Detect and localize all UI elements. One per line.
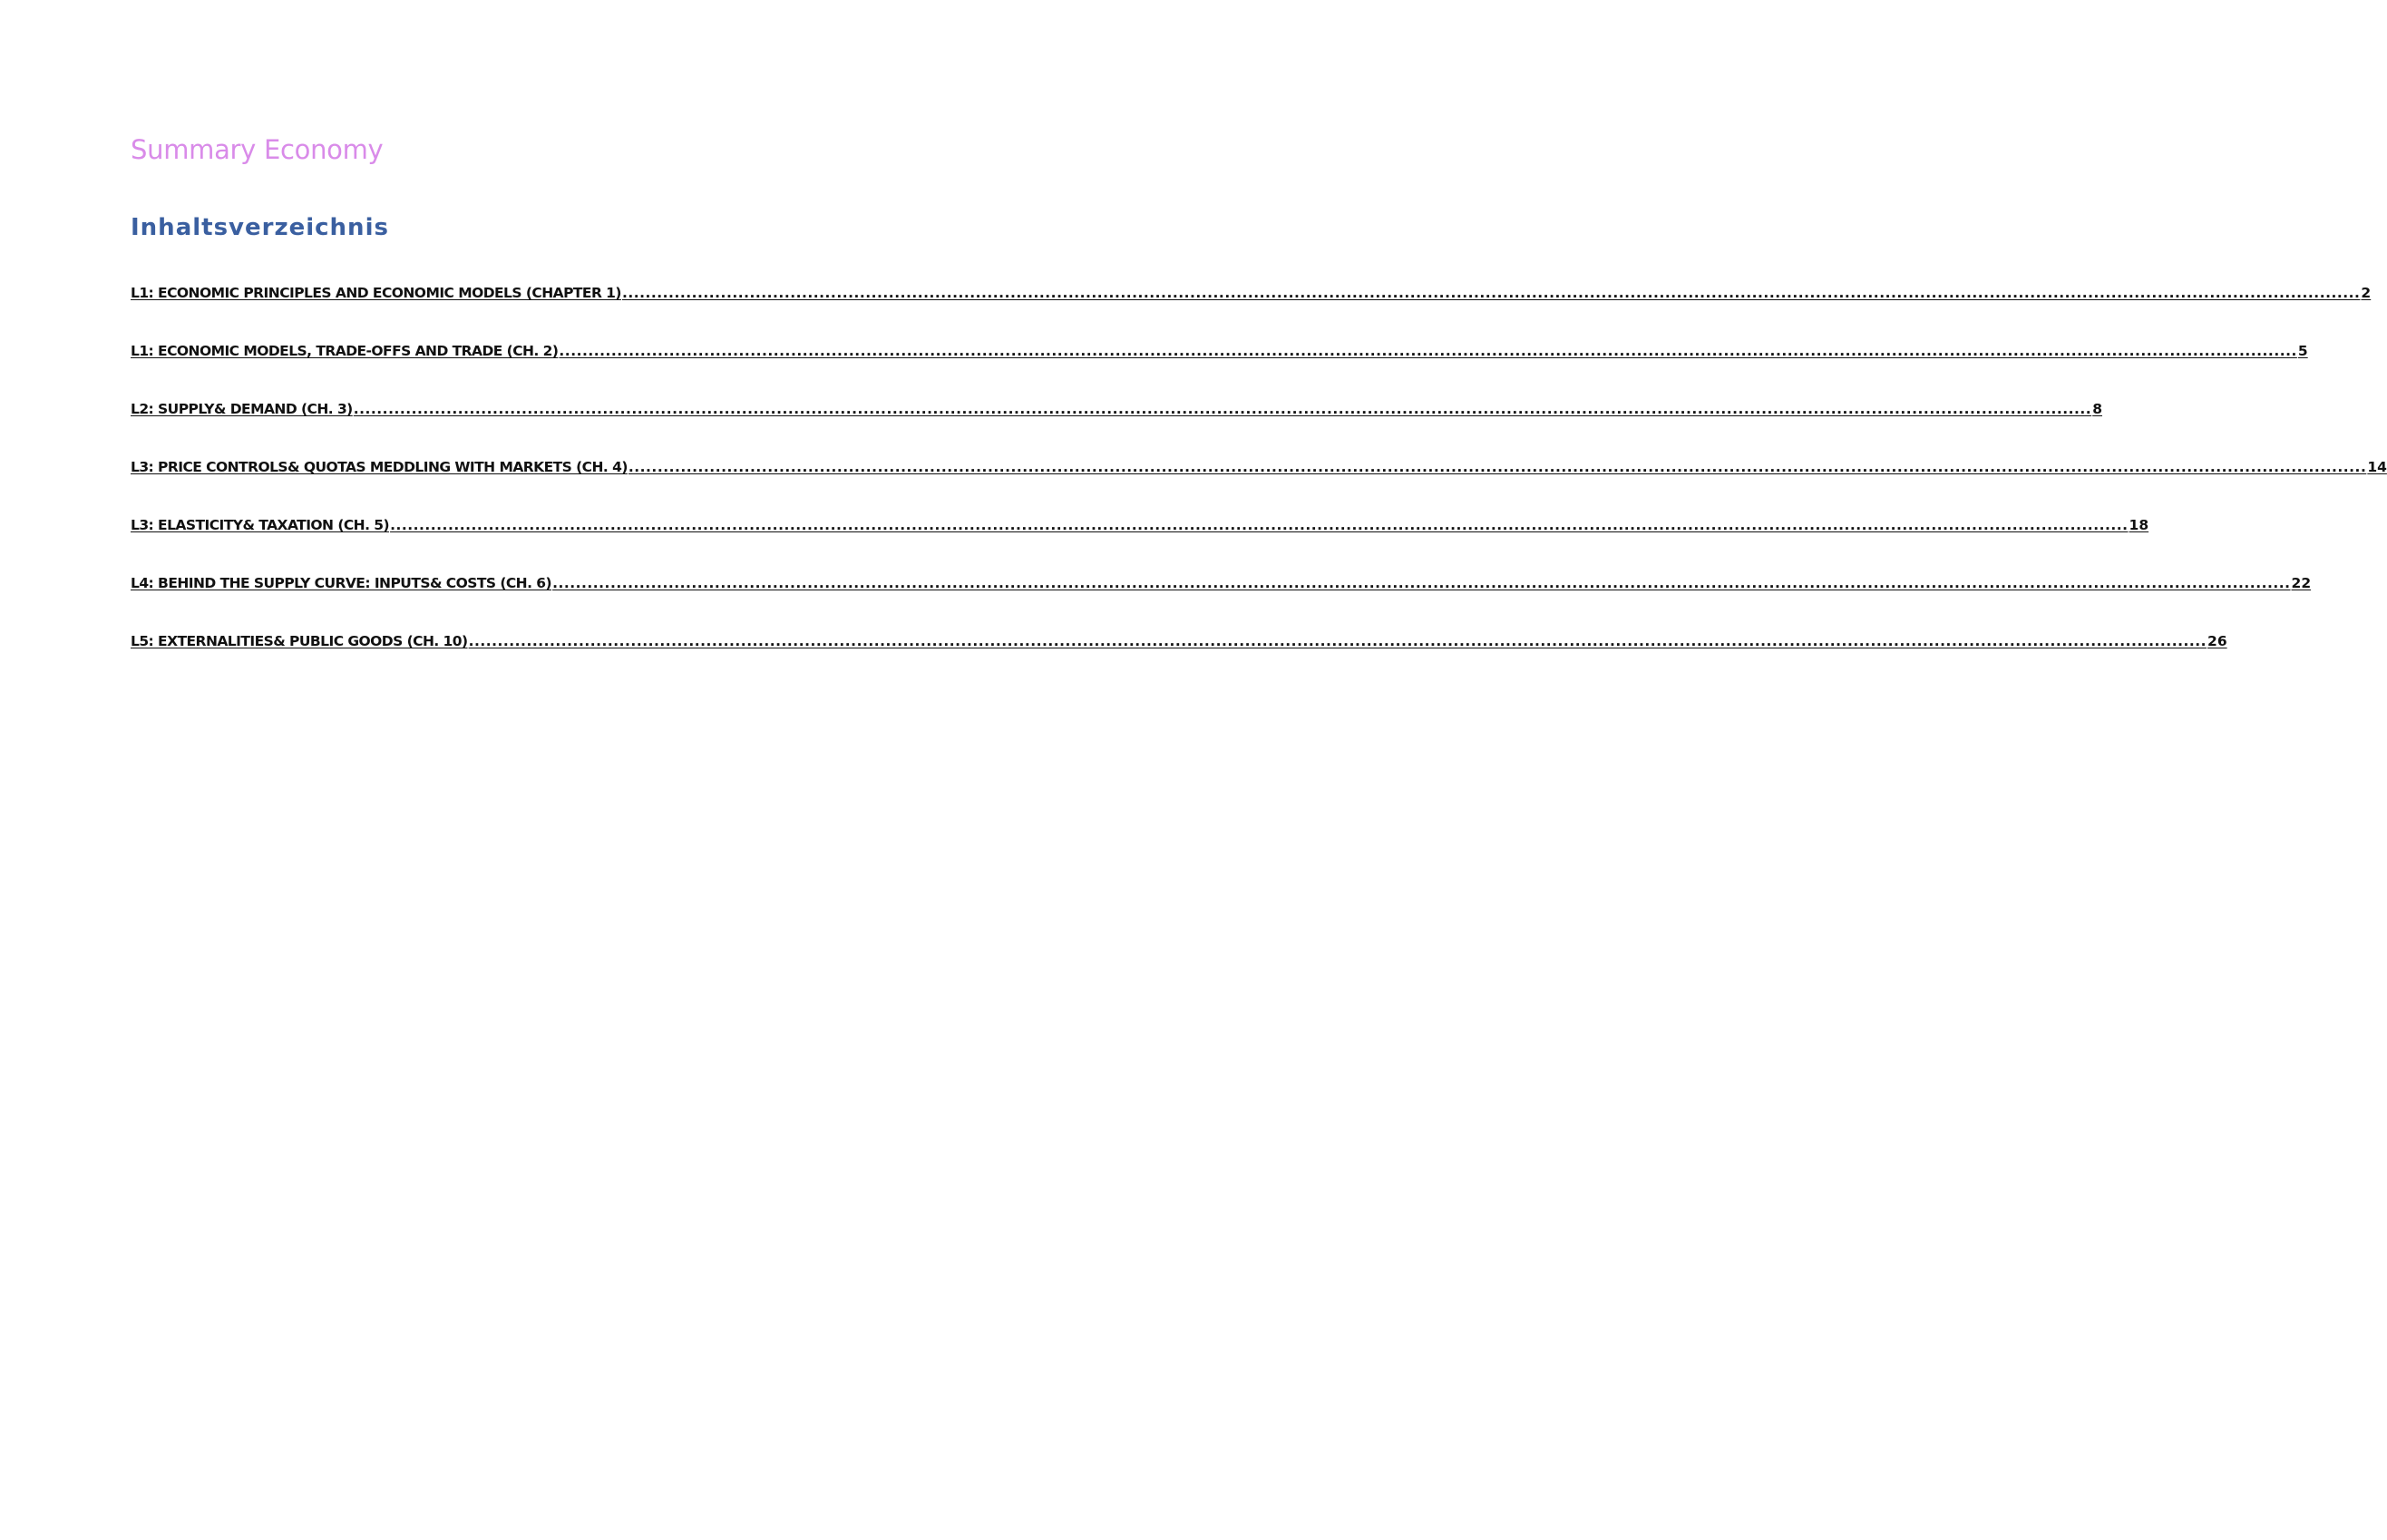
document-title: Summary Economy — [131, 134, 384, 165]
toc-entry-page-number: 2 — [2361, 285, 2372, 301]
toc-entry[interactable] — [131, 517, 2149, 575]
toc-heading: Inhaltsverzeichnis — [131, 214, 389, 241]
toc-entry[interactable] — [131, 459, 2387, 517]
toc-entry-page-number: 5 — [2297, 343, 2308, 359]
toc-dot-leader: ............................................................................................................................................................................................................................................................................................................ — [468, 633, 2207, 649]
toc-entry-label: L3: PRICE CONTROLS& QUOTAS MEDDLING WITH MARKETS (CH. 4) — [131, 459, 628, 475]
toc-entry[interactable] — [131, 633, 2227, 691]
toc-dot-leader: ............................................................................................................................................................................................................................................................................................................ — [559, 343, 2297, 359]
toc-entry-page-number: 22 — [2291, 575, 2312, 591]
toc-entry-page-number: 26 — [2207, 633, 2227, 649]
toc-entry-label: L3: ELASTICITY& TAXATION (CH. 5) — [131, 517, 390, 533]
toc-dot-leader: ............................................................................................................................................................................................................................................................................................................ — [390, 517, 2129, 533]
toc-entry-page-number: 18 — [2129, 517, 2149, 533]
toc-entry[interactable] — [131, 575, 2312, 633]
toc-dot-leader: ............................................................................................................................................................................................................................................................................................................ — [353, 401, 2092, 417]
toc-dot-leader: ............................................................................................................................................................................................................................................................................................................ — [552, 575, 2291, 591]
table-of-contents — [131, 285, 2387, 691]
toc-dot-leader: ............................................................................................................................................................................................................................................................................................................ — [628, 459, 2367, 475]
toc-entry[interactable] — [131, 401, 2102, 459]
toc-entry-label: L1: ECONOMIC PRINCIPLES AND ECONOMIC MODELS (CHAPTER 1) — [131, 285, 621, 301]
toc-entry-label: L2: SUPPLY& DEMAND (CH. 3) — [131, 401, 353, 417]
toc-entry-page-number: 8 — [2092, 401, 2102, 417]
toc-entry-label: L1: ECONOMIC MODELS, TRADE-OFFS AND TRADE (CH. 2) — [131, 343, 559, 359]
toc-entry-page-number: 14 — [2367, 459, 2387, 475]
toc-dot-leader: ............................................................................................................................................................................................................................................................................................................ — [621, 285, 2361, 301]
toc-entry-label: L5: EXTERNALITIES& PUBLIC GOODS (CH. 10) — [131, 633, 468, 649]
toc-entry-label: L4: BEHIND THE SUPPLY CURVE: INPUTS& COSTS (CH. 6) — [131, 575, 552, 591]
toc-entry[interactable] — [131, 285, 2372, 343]
toc-entry[interactable] — [131, 343, 2308, 401]
